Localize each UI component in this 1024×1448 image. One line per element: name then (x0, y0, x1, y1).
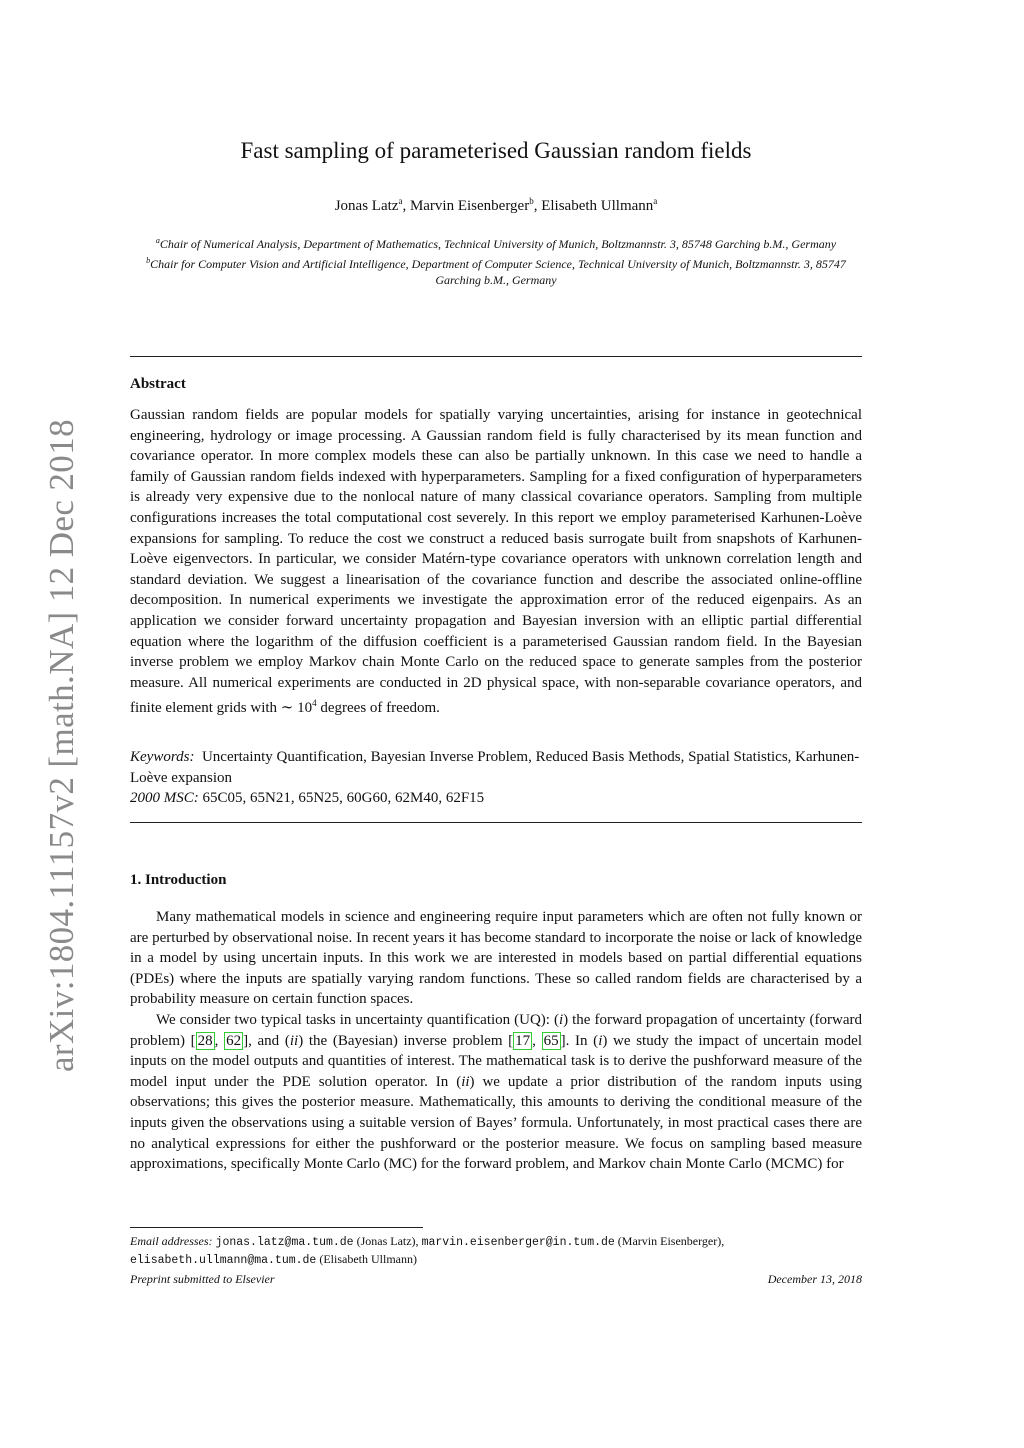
msc-row (130, 788, 862, 809)
author-list: Jonas Latz$^a$, Marvin Eisenberger$^b$, Elisabeth Ullmann$^a$ (334, 196, 658, 214)
keywords-row (130, 747, 862, 788)
footnote-rule (130, 1227, 423, 1228)
affiliations (130, 233, 862, 289)
intro-paragraph-2: We consider two typical tasks in uncertainty quantification (UQ): (i) the forward propagation of uncertainty (forward problem) [ 28 , 62 ], and (ii) the (Bayesian) inverse problem [ 17 , 65 ]. In (i) we study the impact of uncertain model inputs on the model outputs and quantities of interest. The mathematical task is to derive the pushforward measure of the model input under the PDE solution operator. In (ii) we update a prior distribution of the random inputs using observations; this gives the posterior measure. Mathematically, this amounts to deriving the conditional measure of the inputs given the observations using a suitable version of Bayes’ formula. Unfortunately, in most practical cases there are no analytical expressions for either the pushforward or the posterior measure. We focus on sampling based measure approximations, specifically Monte Carlo (MC) for the forward problem, and Markov chain Monte Carlo (MCMC) for (130, 1011, 863, 1173)
paper-title: Fast sampling of parameterised Gaussian random fields (240, 138, 752, 163)
submission-date: December 13, 2018 (767, 1272, 862, 1286)
author-affil-mark: a (398, 196, 403, 206)
email-footnote: Email addresses: jonas.latz@ma.tum.de (Jonas Latz), marvin.eisenberger@in.tum.de (Marvin Eisenberger), elisabeth.ullmann@ma.tum.de (Elisabeth Ullmann) (130, 1234, 725, 1267)
abstract-body: Gaussian random fields are popular models for spatially varying uncertainties, arising for instance in geotechnical engineering, hydrology or image processing. A Gaussian random field is fully characterised by its mean function and covariance operator. In more complex models these can also be partially unknown. In this case we need to handle a family of Gaussian random fields indexed with hyperparameters. Sampling for a fixed configuration of hyperparameters is already very expensive due to the nonlocal nature of many classical covariance operators. Sampling from multiple configurations increases the total computational cost severely. In this report we employ parameterised Karhunen-Loève expansions for sampling. To reduce the cost we construct a reduced basis surrogate built from snapshots of Karhunen-Loève eigenvectors. In particular, we consider Matérn-type covariance operators with unknown correlation length and standard deviation. We suggest a linearisation of the covariance function and describe the associated online-offline decomposition. In numerical experiments we investigate the approximation error of the reduced eigenpairs. As an application we consider forward uncertainty propagation and Bayesian inversion with an elliptic partial differential equation where the logarithm of the diffusion coefficient is a parameterised Gaussian random field. In the Bayesian inverse problem we employ Markov chain Monte Carlo on the reduced space to generate samples from the posterior measure. All numerical experiments are conducted in 2D physical space, with non-separable covariance operators, and finite element grids with ∼ $10^4$ degrees of freedom. (130, 407, 862, 717)
citation-link[interactable]: 62 (226, 1032, 242, 1049)
affiliation-a: $^a$Chair of Numerical Analysis, Department of Mathematics, Technical University of Munich, Boltzmannstr. 3, 85748 Garching b.M., Germany (155, 236, 837, 251)
intro-paragraph-1: Many mathematical models in science and engineering require input parameters which are often not fully known or are perturbed by observational noise. In recent years it has become standard to incorporate the noise or lack of knowledge in a model by using uncertain inputs. In this work we are interested in models based on partial differential equations (PDEs) where the inputs are spatially varying random functions. These so called random fields are characterised by a probability measure on certain function spaces. (130, 909, 862, 1008)
footnote-label: Email addresses: (130, 1234, 213, 1248)
section-heading-introduction: 1. Introduction (130, 872, 227, 888)
keywords-label: Keywords: (130, 749, 195, 765)
abstract-heading: Abstract (130, 376, 186, 392)
citation-link[interactable]: 17 (515, 1032, 531, 1049)
abstract-bottom-rule (130, 822, 862, 823)
citation-link[interactable]: 65 (543, 1032, 559, 1049)
author-name: Elisabeth Ullmann (541, 198, 654, 214)
author-name: Marvin Eisenberger (409, 198, 530, 214)
email-link[interactable]: elisabeth.ullmann@ma.tum.de (130, 1254, 317, 1267)
email-link[interactable]: jonas.latz@ma.tum.de (215, 1236, 354, 1249)
keywords-text: Uncertainty Quantification, Bayesian Inverse Problem, Reduced Basis Methods, Spatial Statistics, Karhunen-Loève expansion (130, 749, 860, 786)
affiliation-b: $^b$Chair for Computer Vision and Artificial Intelligence, Department of Computer Science, Technical University of Munich, Boltzmannstr. 3, 85747 Garching b.M., Germany (146, 255, 846, 287)
msc-codes: 65C05, 65N21, 65N25, 60G60, 62M40, 62F15 (202, 790, 485, 806)
author-affil-mark: b (529, 196, 534, 206)
keywords-block (130, 747, 862, 809)
author-name: Jonas Latz (334, 198, 399, 214)
author-affil-mark: a (653, 196, 658, 206)
introduction-text (130, 907, 862, 1175)
citation-link[interactable]: 28 (197, 1032, 213, 1049)
abstract-top-rule (130, 356, 862, 357)
arxiv-identifier-stamp: arXiv:1804.11157v2 [math.NA] 12 Dec 2018 (42, 418, 81, 1072)
msc-label: 2000 MSC: (130, 790, 199, 806)
preprint-note: Preprint submitted to Elsevier (130, 1272, 275, 1286)
email-link[interactable]: marvin.eisenberger@in.tum.de (421, 1236, 615, 1249)
